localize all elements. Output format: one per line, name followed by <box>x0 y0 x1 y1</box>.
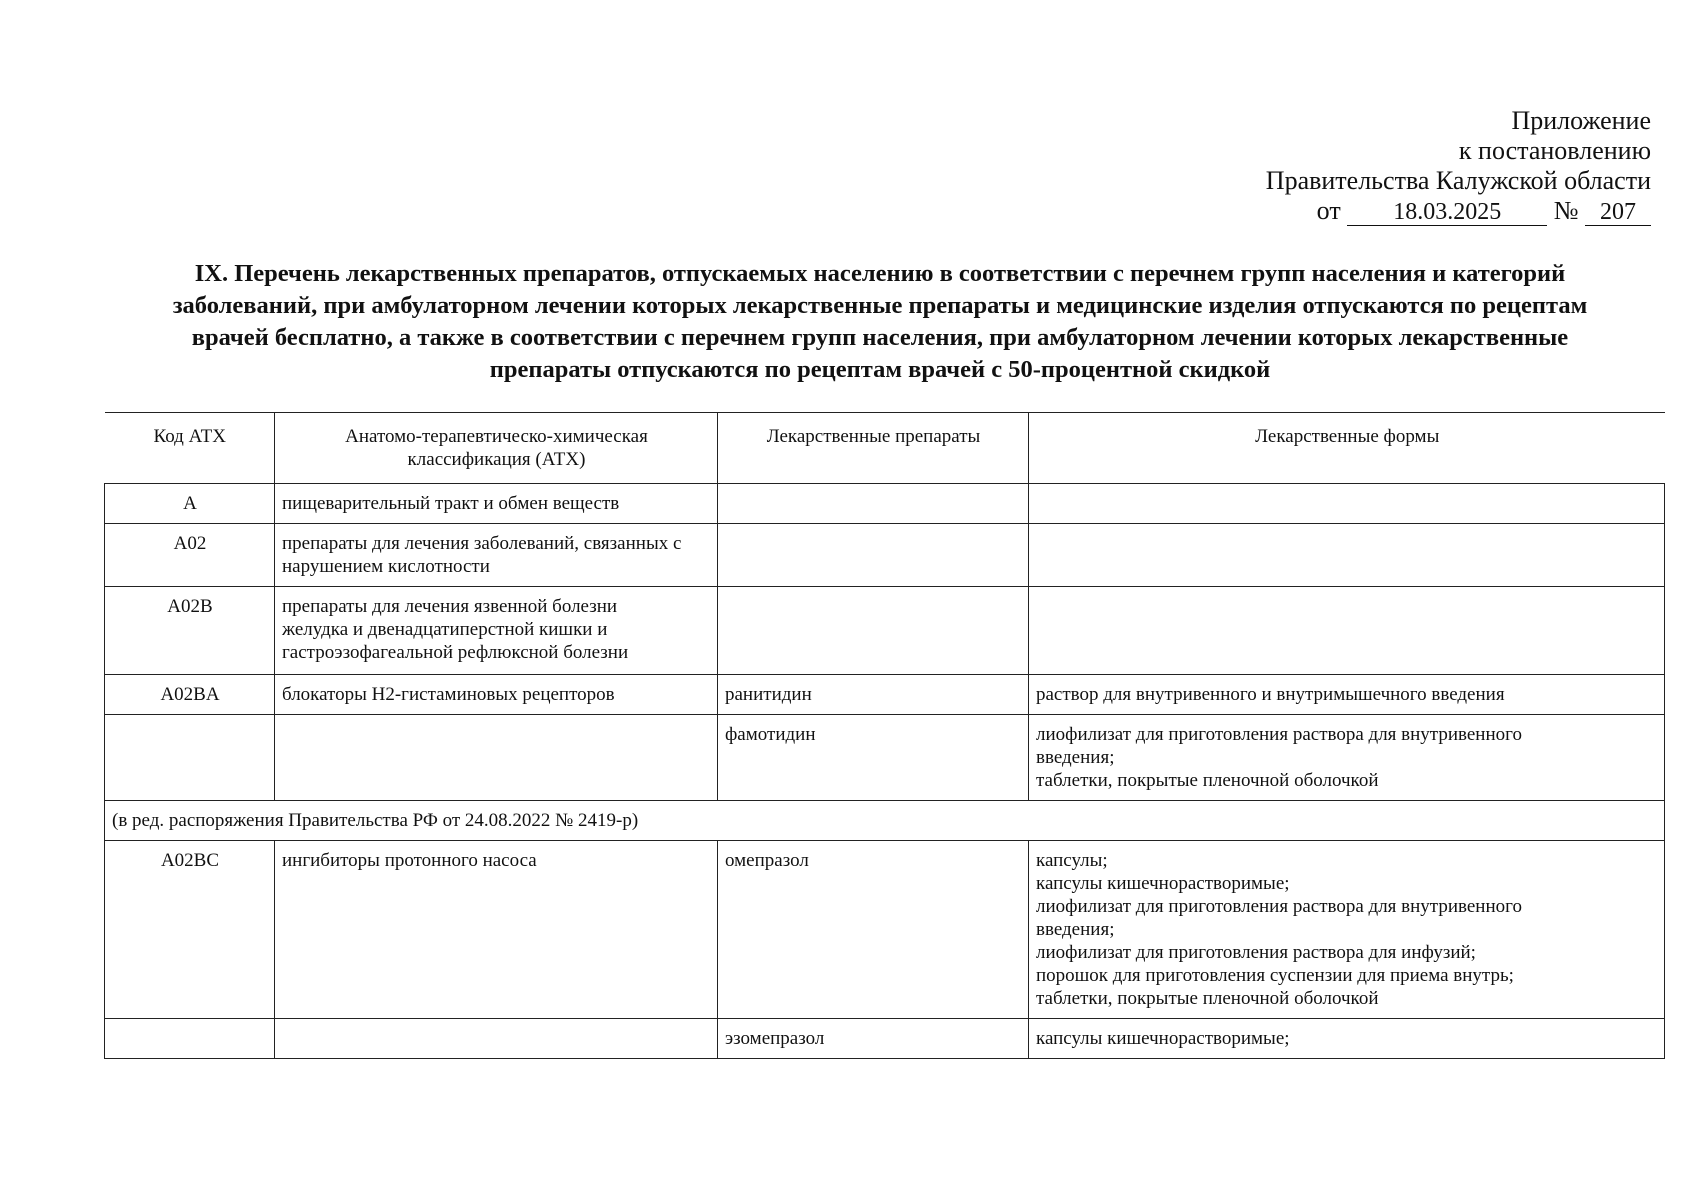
cell-form <box>1029 587 1665 675</box>
cell-code: A02BA <box>105 675 275 715</box>
date-prefix: от <box>1316 196 1341 225</box>
cell-form <box>1029 715 1665 801</box>
cell-form-line: таблетки, покрытые пленочной оболочкой <box>1036 988 1379 1009</box>
cell-form <box>1029 524 1665 587</box>
cell-form <box>1029 841 1665 1019</box>
cell-form-line: лиофилизат для приготовления раствора для инфузий; <box>1036 942 1476 963</box>
cell-classification <box>275 715 718 801</box>
table-row <box>105 841 1665 1019</box>
resolution-date: 18.03.2025 <box>1347 199 1547 226</box>
cell-form-line: таблетки, покрытые пленочной оболочкой <box>1036 770 1379 791</box>
table-header-row <box>105 413 1665 484</box>
cell-code: A02B <box>105 587 275 675</box>
cell-form-line: введения; <box>1036 747 1115 768</box>
cell-classification: блокаторы H2-гистаминовых рецепторов <box>275 675 718 715</box>
cell-classification-line: препараты для лечения заболеваний, связанных с <box>282 533 682 554</box>
cell-classification <box>275 1019 718 1059</box>
cell-form <box>1029 484 1665 524</box>
cell-drug <box>718 524 1029 587</box>
resolution-number: 207 <box>1585 199 1651 226</box>
cell-drug: фамотидин <box>718 715 1029 801</box>
appendix-header <box>1266 106 1651 226</box>
cell-classification-line: препараты для лечения язвенной болезни <box>282 596 618 617</box>
cell-code: A <box>105 484 275 524</box>
cell-code <box>105 1019 275 1059</box>
cell-classification: ингибиторы протонного насоса <box>275 841 718 1019</box>
table-row <box>105 715 1665 801</box>
cell-classification-line: нарушением кислотности <box>282 556 490 577</box>
header-code: Код АТХ <box>105 413 275 484</box>
cell-classification <box>275 587 718 675</box>
cell-form-line: порошок для приготовления суспензии для приема внутрь; <box>1036 965 1514 986</box>
appendix-to-resolution: к постановлению <box>1458 136 1651 165</box>
header-classification <box>275 413 718 484</box>
table-row <box>105 587 1665 675</box>
cell-classification-line: гастроэзофагеальной рефлюксной болезни <box>282 642 629 663</box>
header-classification-line-2: классификация (АТХ) <box>407 449 586 470</box>
appendix-label: Приложение <box>1511 106 1651 135</box>
cell-form-line: лиофилизат для приготовления раствора для внутривенного <box>1036 896 1522 917</box>
cell-drug <box>718 587 1029 675</box>
table-row-note <box>105 801 1665 841</box>
cell-drug <box>718 484 1029 524</box>
atx-drug-table <box>104 412 1665 1059</box>
title-line-2: заболеваний, при амбулаторном лечении которых лекарственные препараты и медицинские изделия отпускаются по рецептам <box>172 292 1588 319</box>
table-row <box>105 524 1665 587</box>
header-drugs: Лекарственные препараты <box>718 413 1029 484</box>
cell-code: A02BC <box>105 841 275 1019</box>
title-line-1: IX. Перечень лекарственных препаратов, отпускаемых населению в соответствии с перечнем групп населения и категорий <box>194 260 1566 287</box>
cell-form: капсулы кишечнорастворимые; <box>1029 1019 1665 1059</box>
appendix-date-line <box>1266 196 1651 226</box>
cell-drug: омепразол <box>718 841 1029 1019</box>
table-row <box>105 1019 1665 1059</box>
cell-classification: пищеварительный тракт и обмен веществ <box>275 484 718 524</box>
header-classification-line-1: Анатомо-терапевтическо-химическая <box>345 426 648 447</box>
cell-form-line: введения; <box>1036 919 1115 940</box>
cell-form-line: капсулы кишечнорастворимые; <box>1036 873 1290 894</box>
table-row <box>105 484 1665 524</box>
document-title <box>100 258 1660 386</box>
cell-classification-line: желудка и двенадцатиперстной кишки и <box>282 619 608 640</box>
title-line-3: врачей бесплатно, а также в соответствии с перечнем групп населения, при амбулаторном лечении которых лекарственные <box>191 324 1569 351</box>
cell-classification <box>275 524 718 587</box>
cell-form: раствор для внутривенного и внутримышечного введения <box>1029 675 1665 715</box>
appendix-government: Правительства Калужской области <box>1265 166 1651 195</box>
cell-code: A02 <box>105 524 275 587</box>
cell-form-line: лиофилизат для приготовления раствора для внутривенного <box>1036 724 1522 745</box>
title-line-4: препараты отпускаются по рецептам врачей с 50-процентной скидкой <box>489 356 1271 383</box>
header-forms: Лекарственные формы <box>1029 413 1665 484</box>
cell-code <box>105 715 275 801</box>
table-row <box>105 675 1665 715</box>
amendment-note: (в ред. распоряжения Правительства РФ от 24.08.2022 № 2419-р) <box>105 801 1665 841</box>
cell-drug: эзомепразол <box>718 1019 1029 1059</box>
cell-form-line: капсулы; <box>1036 850 1108 871</box>
number-sign: № <box>1553 196 1579 225</box>
cell-drug: ранитидин <box>718 675 1029 715</box>
